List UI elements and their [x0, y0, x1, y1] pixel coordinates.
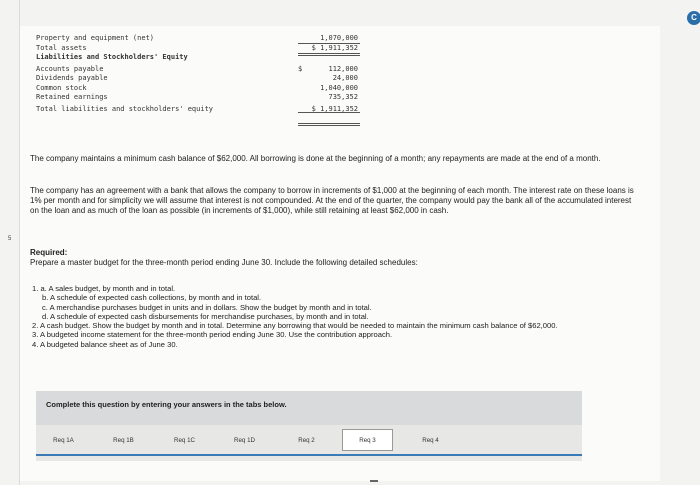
bs-row-total-liabilities: [36, 105, 366, 115]
bs-amount: $ 1,911,352: [311, 43, 358, 52]
tabs-underline: [36, 454, 582, 456]
bs-amount: 24,000: [332, 74, 358, 82]
scroll-indicator: [370, 480, 378, 482]
tab-req-1a[interactable]: Req 1A: [53, 437, 74, 444]
bs-dollar-sign: $: [298, 64, 303, 73]
paragraph-bank-agreement: The company has an agreement with a bank that allows the company to borrow in increments of $1,000 at the beginning of each month. The interest rate on these loans is 1% per month and for simplicity we will assume that interest is not compounded. At the end of the quarter, the company would pay the bank all of the accumulated interest on the loan and as much of the loan as possible (in increments of $1,000), while still retaining at least $62,000 in cash.: [30, 186, 634, 215]
notification-badge[interactable]: C: [687, 11, 700, 25]
bs-row-retained: [36, 93, 366, 103]
required-heading: Required:: [30, 248, 68, 257]
bs-label: Retained earnings: [36, 93, 108, 101]
side-number: 5: [8, 236, 12, 242]
bs-amount: 735,352: [328, 93, 358, 101]
list-item: c. A merchandise purchases budget in units and in dollars. Show the budget by month and in total.: [42, 302, 372, 312]
underline: [298, 123, 360, 124]
paragraph-min-cash: The company maintains a minimum cash balance of $62,000. All borrowing is done at the beginning of a month; any repayments are made at the end of a month.: [30, 154, 601, 163]
bs-label: Dividends payable: [36, 74, 108, 82]
list-item: b. A schedule of expected cash collections, by month and in total.: [42, 293, 262, 303]
bs-label: Total liabilities and stockholders' equity: [36, 104, 214, 113]
requirements-list: [32, 284, 632, 349]
bs-row-dividends: [36, 74, 366, 84]
tab-req-1d[interactable]: Req 1D: [234, 437, 255, 444]
required-text: Prepare a master budget for the three-month period ending June 30. Include the following detailed schedules:: [30, 258, 418, 267]
bs-section-label: Liabilities and Stockholders' Equity: [36, 53, 188, 61]
bs-label: Accounts payable: [36, 64, 104, 73]
bs-row-total-assets: [36, 44, 366, 54]
bs-label: Common stock: [36, 83, 87, 92]
tab-req-1c[interactable]: Req 1C: [174, 437, 195, 444]
bs-label: Total assets: [36, 43, 87, 52]
list-item: 1. a. A sales budget, by month and in total.: [32, 284, 176, 293]
req-tabs: [36, 429, 582, 455]
panel-header: [36, 391, 582, 425]
balance-sheet: [36, 34, 366, 114]
bs-amount: $ 1,911,352: [311, 104, 358, 113]
bs-amount: 112,000: [328, 64, 358, 73]
underline: [298, 125, 360, 126]
list-item: d. A schedule of expected cash disbursements for merchandise purchases, by month and in total.: [42, 311, 369, 321]
tab-req-2[interactable]: Req 2: [298, 437, 315, 444]
bs-row-common-stock: [36, 84, 366, 94]
answer-panel: [36, 391, 582, 461]
tab-req-3[interactable]: Req 3: [342, 429, 393, 451]
list-item: 4. A budgeted balance sheet as of June 30.: [32, 339, 178, 349]
tab-req-4[interactable]: Req 4: [422, 437, 439, 444]
bs-row-accounts-payable: [36, 65, 366, 75]
bs-label: Property and equipment (net): [36, 34, 155, 42]
list-item: 3. A budgeted income statement for the three-month period ending June 30. Use the contribution approach.: [32, 330, 393, 340]
panel-title: Complete this question by entering your answers in the tabs below.: [46, 400, 287, 409]
list-item: 2. A cash budget. Show the budget by month and in total. Determine any borrowing that would be needed to maintain the minimum cash balance of $62,000.: [32, 321, 558, 331]
bs-amount: 1,040,000: [320, 83, 358, 92]
bs-amount: 1,070,000: [320, 34, 358, 42]
tab-req-1b[interactable]: Req 1B: [113, 437, 134, 444]
bs-row-liabilities-header: [36, 53, 366, 63]
